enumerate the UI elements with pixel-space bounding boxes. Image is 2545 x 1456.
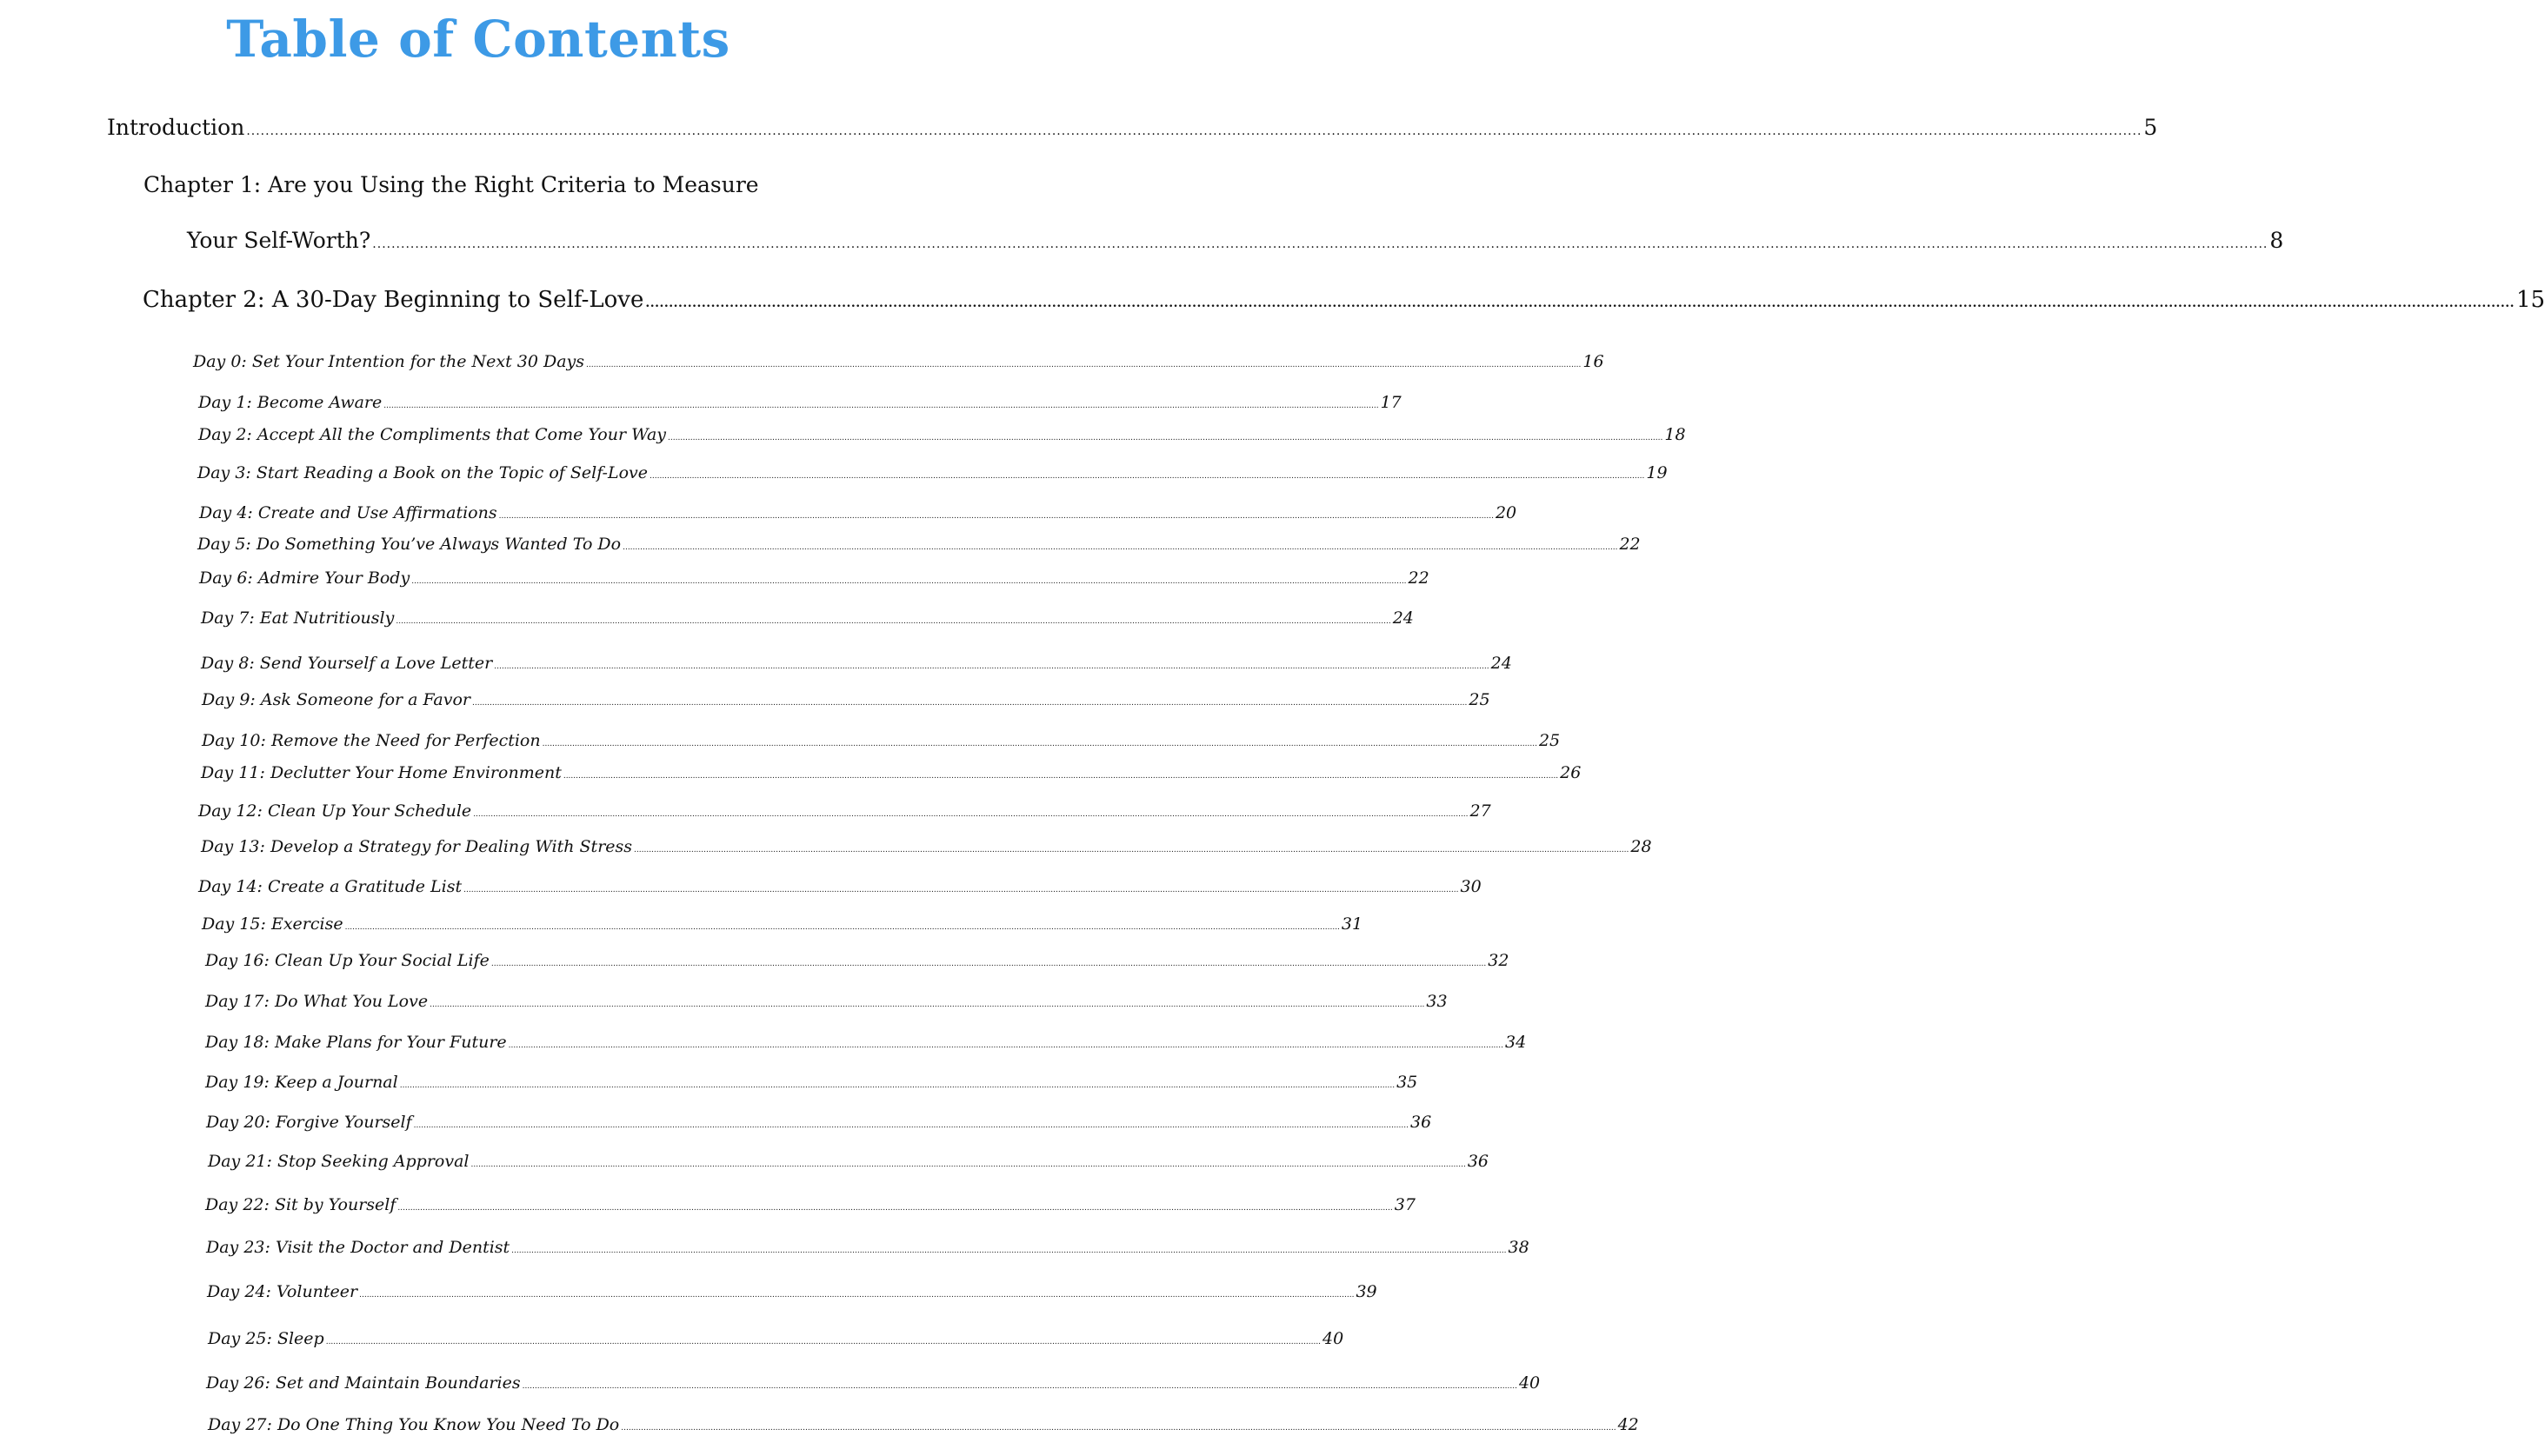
dot-leader: ................................................................................................................................................................................................................................................................................................................................................................................................................ — [563, 772, 1559, 781]
dot-leader: ................................................................................................................................................................................................................................................................................................................................................................................................................ — [359, 1291, 1355, 1300]
toc-entry-introduction[interactable] — [107, 115, 2158, 140]
toc-entry-label: Day 3: Start Reading a Book on the Topic of Self-Love — [197, 463, 649, 482]
dot-leader: ................................................................................................................................................................................................................................................................................................................................................................................................................ — [413, 1121, 1409, 1130]
toc-entry-day-2[interactable] — [198, 425, 1686, 444]
dot-leader: ................................................................................................................................................................................................................................................................................................................................................................................................................ — [522, 1382, 1517, 1391]
toc-page-number: 37 — [1394, 1195, 1416, 1214]
toc-entry-label: Day 15: Exercise — [202, 914, 343, 934]
toc-entry-label: Day 8: Send Yourself a Love Letter — [201, 654, 493, 673]
toc-entry-label: Day 17: Do What You Love — [205, 992, 429, 1011]
page-title: Table of Contents — [226, 10, 730, 69]
toc-entry-day-23[interactable] — [206, 1238, 1529, 1257]
toc-page-number: 33 — [1426, 992, 1448, 1011]
dot-leader: ................................................................................................................................................................................................................................................................................................................................................................................................................ — [470, 1160, 1466, 1169]
toc-entry-label: Your Self-Worth? — [187, 228, 371, 253]
dot-leader: ................................................................................................................................................................................................................................................................................................................................................................................................................ — [472, 699, 1468, 708]
toc-entry-day-7[interactable] — [201, 608, 1414, 628]
dot-leader: ................................................................................................................................................................................................................................................................................................................................................................................................................ — [246, 124, 2142, 138]
toc-entry-day-26[interactable] — [206, 1373, 1541, 1393]
toc-page-number: 42 — [1617, 1415, 1639, 1434]
dot-leader: ................................................................................................................................................................................................................................................................................................................................................................................................................ — [463, 886, 1459, 894]
toc-page-number: 22 — [1619, 535, 1641, 554]
toc-entry-label: Day 26: Set and Maintain Boundaries — [206, 1373, 521, 1393]
toc-entry-day-11[interactable] — [201, 763, 1582, 782]
dot-leader: ................................................................................................................................................................................................................................................................................................................................................................................................................ — [325, 1338, 1322, 1346]
toc-entry-day-5[interactable] — [197, 535, 1641, 554]
dot-leader: ................................................................................................................................................................................................................................................................................................................................................................................................................ — [498, 512, 1494, 521]
toc-entry-label: Day 16: Clean Up Your Social Life — [205, 951, 490, 970]
dot-leader: ................................................................................................................................................................................................................................................................................................................................................................................................................ — [494, 662, 1489, 671]
dot-leader: ................................................................................................................................................................................................................................................................................................................................................................................................................ — [344, 923, 1340, 932]
toc-entry-label: Day 7: Eat Nutritiously — [201, 608, 395, 628]
dot-leader: ................................................................................................................................................................................................................................................................................................................................................................................................................ — [430, 1001, 1425, 1009]
toc-page-number: 25 — [1469, 690, 1490, 709]
toc-page-number: 17 — [1380, 393, 1402, 412]
toc-entry-day-22[interactable] — [205, 1195, 1416, 1214]
toc-entry-chapter-2[interactable] — [143, 287, 2545, 313]
toc-page-number: 30 — [1460, 877, 1482, 896]
dot-leader: ................................................................................................................................................................................................................................................................................................................................................................................................................ — [490, 960, 1487, 968]
toc-entry-label: Day 20: Forgive Yourself — [206, 1113, 412, 1132]
dot-leader: ................................................................................................................................................................................................................................................................................................................................................................................................................ — [645, 296, 2515, 310]
toc-page-number: 15 — [2515, 287, 2545, 313]
toc-entry-day-16[interactable] — [205, 951, 1509, 970]
toc-entry-day-10[interactable] — [202, 731, 1561, 750]
toc-entry-day-25[interactable] — [208, 1329, 1344, 1348]
dot-leader: ................................................................................................................................................................................................................................................................................................................................................................................................................ — [586, 361, 1582, 369]
toc-entry-label: Day 9: Ask Someone for a Favor — [202, 690, 471, 709]
toc-page-number: 35 — [1396, 1073, 1418, 1092]
toc-entry-day-1[interactable] — [198, 393, 1402, 412]
toc-entry-day-3[interactable] — [197, 463, 1668, 482]
toc-page-number: 39 — [1356, 1282, 1377, 1301]
toc-entry-label: Day 18: Make Plans for Your Future — [205, 1033, 507, 1052]
dot-leader: ................................................................................................................................................................................................................................................................................................................................................................................................................ — [397, 1204, 1393, 1213]
toc-page-number: 24 — [1490, 654, 1512, 673]
toc-entry-day-17[interactable] — [205, 992, 1448, 1011]
toc-page-number: 40 — [1322, 1329, 1344, 1348]
toc-entry-day-21[interactable] — [208, 1152, 1489, 1171]
toc-entry-label: Day 27: Do One Thing You Know You Need To Do — [208, 1415, 620, 1434]
toc-entry-day-14[interactable] — [198, 877, 1482, 896]
toc-entry-day-20[interactable] — [206, 1113, 1432, 1132]
toc-entry-day-6[interactable] — [199, 568, 1429, 588]
toc-page-number: 40 — [1518, 1373, 1541, 1393]
dot-leader: ................................................................................................................................................................................................................................................................................................................................................................................................................ — [399, 1081, 1396, 1090]
dot-leader: ................................................................................................................................................................................................................................................................................................................................................................................................................ — [383, 402, 1379, 410]
toc-page-number: 32 — [1488, 951, 1509, 970]
toc-entry-label: Day 14: Create a Gratitude List — [198, 877, 463, 896]
toc-page-number: 34 — [1505, 1033, 1527, 1052]
dot-leader: ................................................................................................................................................................................................................................................................................................................................................................................................................ — [511, 1247, 1507, 1255]
toc-entry-day-8[interactable] — [201, 654, 1512, 673]
toc-entry-day-4[interactable] — [199, 503, 1517, 522]
toc-entry-day-13[interactable] — [201, 837, 1652, 856]
toc-entry-label: Day 1: Become Aware — [198, 393, 383, 412]
toc-entry-label: Day 6: Admire Your Body — [199, 568, 410, 588]
toc-entry-label: Day 12: Clean Up Your Schedule — [198, 801, 472, 821]
toc-entry-label: Introduction — [107, 115, 245, 140]
toc-page-number: 22 — [1408, 568, 1429, 588]
toc-page-number: 5 — [2143, 115, 2158, 140]
toc-entry-label: Day 23: Visit the Doctor and Dentist — [206, 1238, 510, 1257]
toc-page-number: 36 — [1409, 1113, 1432, 1132]
toc-page-number: 8 — [2269, 228, 2284, 253]
toc-entry-label: Day 11: Declutter Your Home Environment — [201, 763, 562, 782]
toc-entry-label: Day 25: Sleep — [208, 1329, 324, 1348]
toc-entry-day-27[interactable] — [208, 1415, 1639, 1434]
dot-leader: ................................................................................................................................................................................................................................................................................................................................................................................................................ — [473, 810, 1469, 819]
dot-leader: ................................................................................................................................................................................................................................................................................................................................................................................................................ — [650, 472, 1645, 481]
dot-leader: ................................................................................................................................................................................................................................................................................................................................................................................................................ — [372, 237, 2269, 251]
toc-entry-label: Day 0: Set Your Intention for the Next 30 Days — [193, 352, 585, 371]
toc-entry-day-15[interactable] — [202, 914, 1363, 934]
toc-page-number: 25 — [1538, 731, 1561, 750]
toc-entry-day-24[interactable] — [207, 1282, 1377, 1301]
dot-leader: ................................................................................................................................................................................................................................................................................................................................................................................................................ — [668, 434, 1663, 442]
toc-entry-day-19[interactable] — [205, 1073, 1418, 1092]
toc-entry-label: Day 19: Keep a Journal — [205, 1073, 398, 1092]
toc-entry-label: Chapter 2: A 30-Day Beginning to Self-Love — [143, 287, 644, 313]
toc-page-number: 28 — [1630, 837, 1652, 856]
dot-leader: ................................................................................................................................................................................................................................................................................................................................................................................................................ — [623, 543, 1618, 552]
toc-entry-label: Day 22: Sit by Yourself — [205, 1195, 396, 1214]
toc-page-number: 16 — [1582, 352, 1604, 371]
toc-page-number: 20 — [1495, 503, 1517, 522]
dot-leader: ................................................................................................................................................................................................................................................................................................................................................................................................................ — [508, 1041, 1503, 1050]
toc-entry-label: Day 13: Develop a Strategy for Dealing With Stress — [201, 837, 633, 856]
toc-entry-chapter-1-line-1[interactable]: Chapter 1: Are you Using the Right Criteria to Measure — [143, 172, 759, 197]
toc-entry-label: Day 21: Stop Seeking Approval — [208, 1152, 470, 1171]
toc-page-number: 24 — [1392, 608, 1414, 628]
toc-page-number: 36 — [1467, 1152, 1489, 1171]
dot-leader: ................................................................................................................................................................................................................................................................................................................................................................................................................ — [542, 740, 1537, 748]
toc-page-number: 26 — [1560, 763, 1582, 782]
toc-entry-day-0[interactable] — [193, 352, 1604, 371]
toc-entry-day-18[interactable] — [205, 1033, 1527, 1052]
toc-entry-chapter-1[interactable] — [187, 228, 2284, 253]
toc-entry-label: Day 2: Accept All the Compliments that Come Your Way — [198, 425, 667, 444]
toc-entry-label: Day 24: Volunteer — [207, 1282, 358, 1301]
toc-entry-label: Day 4: Create and Use Affirmations — [199, 503, 497, 522]
toc-entry-label: Day 10: Remove the Need for Perfection — [202, 731, 541, 750]
toc-page-number: 27 — [1469, 801, 1491, 821]
dot-leader: ................................................................................................................................................................................................................................................................................................................................................................................................................ — [634, 846, 1629, 854]
dot-leader: ................................................................................................................................................................................................................................................................................................................................................................................................................ — [411, 577, 1407, 586]
toc-page-number: 38 — [1508, 1238, 1529, 1257]
toc-page-number: 18 — [1664, 425, 1686, 444]
toc-page-number: 31 — [1341, 914, 1363, 934]
toc-entry-day-12[interactable] — [198, 801, 1491, 821]
dot-leader: ................................................................................................................................................................................................................................................................................................................................................................................................................ — [396, 617, 1391, 626]
toc-entry-day-9[interactable] — [202, 690, 1490, 709]
dot-leader: ................................................................................................................................................................................................................................................................................................................................................................................................................ — [621, 1424, 1616, 1433]
toc-page-number: 19 — [1646, 463, 1668, 482]
toc-entry-label: Day 5: Do Something You’ve Always Wanted To Do — [197, 535, 622, 554]
